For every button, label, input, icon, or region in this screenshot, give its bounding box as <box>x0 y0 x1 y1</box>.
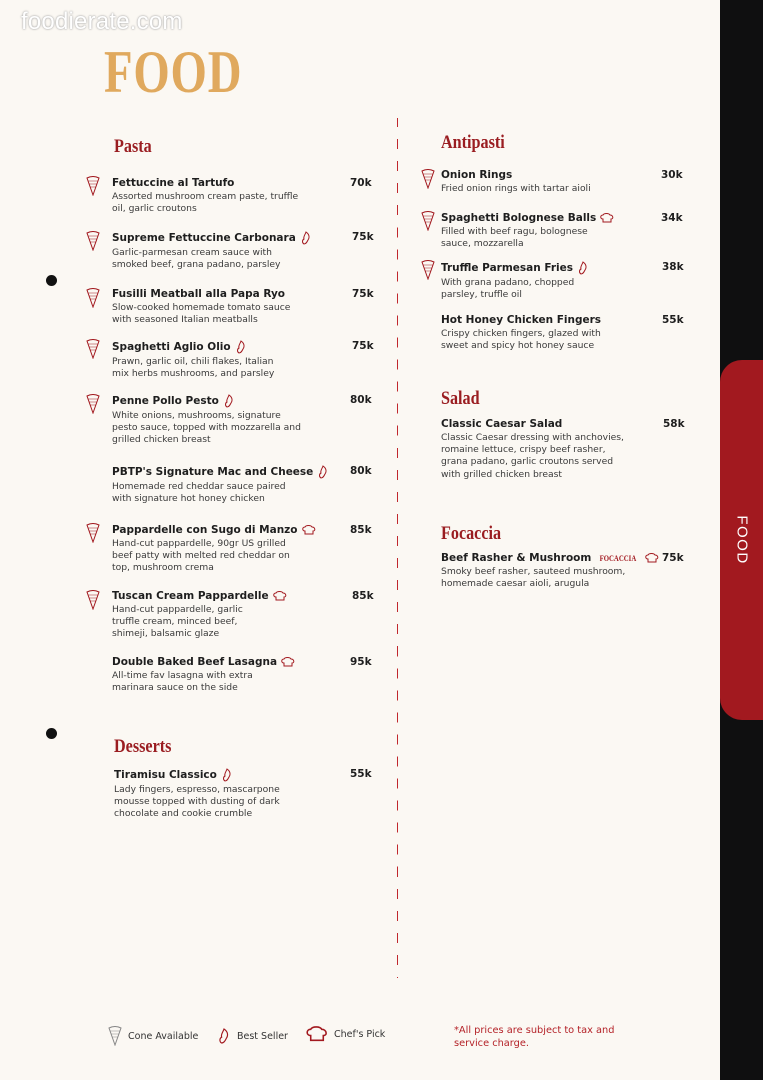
item-name: Fettuccine al Tartufo <box>112 177 235 189</box>
item-price: 58k <box>663 418 685 430</box>
item-price: 30k <box>661 169 683 181</box>
item-desc: Crispy chicken fingers, glazed with sweet and spicy hot honey sauce <box>441 328 601 352</box>
item-name-text: Penne Pollo Pesto <box>112 395 219 407</box>
item-desc: With grana padano, chopped parsley, truffle oil <box>441 277 575 301</box>
best-seller-icon <box>221 768 233 782</box>
cone-icon <box>86 394 100 414</box>
item-name-text: PBTP's Signature Mac and Cheese <box>112 466 314 478</box>
item-price: 75k <box>352 231 374 243</box>
menu-item <box>441 418 721 481</box>
cone-icon <box>86 590 100 610</box>
item-name: Onion Rings <box>441 169 513 181</box>
menu-item <box>112 288 392 326</box>
item-desc: Prawn, garlic oil, chili flakes, Italian mix herbs mushrooms, and parsley <box>112 356 275 380</box>
cone-icon <box>86 288 100 308</box>
focaccia-badge: FOCACCIA <box>599 553 637 563</box>
item-name-text: Double Baked Beef Lasagna <box>112 656 278 668</box>
item-desc: Hand-cut pappardelle, garlic truffle cream, minced beef, shimeji, balsamic glaze <box>112 604 243 640</box>
item-name-text: Tiramisu Classico <box>114 769 217 781</box>
item-name-text: Supreme Fettuccine Carbonara <box>112 232 296 244</box>
item-desc: Classic Caesar dressing with anchovies, romaine lettuce, crispy beef rasher, grana padano, garlic croutons served with grilled chicken breast <box>441 432 624 480</box>
menu-item <box>441 261 721 301</box>
chef-pick-icon <box>600 213 614 223</box>
section-title-focaccia: Focaccia <box>441 523 502 544</box>
item-price: 80k <box>350 394 372 406</box>
menu-item <box>441 169 721 195</box>
binder-hole <box>46 275 57 286</box>
item-desc: All-time fav lasagna with extra marinara sauce on the side <box>112 670 253 694</box>
menu-item <box>441 552 721 590</box>
legend-best-seller-label: Best Seller <box>237 1030 288 1042</box>
watermark: foodierate.com <box>21 8 183 35</box>
item-name: Fusilli Meatball alla Papa Ryo <box>112 288 286 300</box>
item-price: 80k <box>350 465 372 477</box>
binder-hole <box>46 728 57 739</box>
menu-item <box>441 212 721 250</box>
item-name-text: Spaghetti Bolognese Balls <box>441 212 597 224</box>
menu-item <box>114 768 394 821</box>
item-name-text: Beef Rasher & Mushroom <box>441 552 592 564</box>
item-name: Classic Caesar Salad <box>441 418 563 430</box>
item-desc: Fried onion rings with tartar aioli <box>441 183 591 194</box>
item-desc: Filled with beef ragu, bolognese sauce, mozzarella <box>441 226 588 250</box>
item-desc: White onions, mushrooms, signature pesto sauce, topped with mozzarella and grilled chicken breast <box>112 410 301 446</box>
cone-icon <box>86 176 100 196</box>
cone-icon <box>86 523 100 543</box>
item-desc: Homemade red cheddar sauce paired with signature hot honey chicken <box>112 481 286 505</box>
item-name-text: Spaghetti Aglio Olio <box>112 341 231 353</box>
item-name <box>112 590 392 602</box>
item-desc: Hand-cut pappardelle, 90gr US grilled beef patty with melted red cheddar on top, mushroom crema <box>112 538 290 574</box>
menu-item <box>112 465 392 505</box>
best-seller-icon <box>317 465 329 479</box>
column-divider <box>397 118 398 978</box>
section-title-pasta: Pasta <box>114 136 152 157</box>
best-seller-icon <box>217 1026 231 1046</box>
item-desc: Lady fingers, espresso, mascarpone mousse topped with dusting of dark chocolate and cookie crumble <box>114 784 280 820</box>
cone-icon <box>421 169 435 189</box>
item-name-text: Pappardelle con Sugo di Manzo <box>112 524 298 536</box>
page-title: FOOD <box>104 39 243 105</box>
menu-item <box>441 314 721 352</box>
price-note: *All prices are subject to tax and service charge. <box>454 1025 615 1049</box>
side-tab-food[interactable] <box>720 360 763 720</box>
legend-chef-pick <box>306 1026 385 1042</box>
chef-pick-icon <box>306 1026 328 1042</box>
item-price: 34k <box>661 212 683 224</box>
item-price: 55k <box>350 768 372 780</box>
item-price: 85k <box>352 590 374 602</box>
cone-icon <box>421 211 435 231</box>
menu-item <box>112 394 392 447</box>
item-desc: Assorted mushroom cream paste, truffle oil, garlic croutons <box>112 191 299 215</box>
item-name-text: Truffle Parmesan Fries <box>441 262 574 274</box>
menu-item <box>112 231 392 271</box>
best-seller-icon <box>300 231 312 245</box>
best-seller-icon <box>223 394 235 408</box>
cone-icon <box>86 339 100 359</box>
item-price: 75k <box>352 340 374 352</box>
cone-icon <box>86 231 100 251</box>
legend-best-seller <box>217 1026 288 1046</box>
legend-chef-pick-label: Chef's Pick <box>334 1028 386 1040</box>
menu-item <box>112 656 392 694</box>
item-price: 75k <box>662 552 684 564</box>
item-name-text: Tuscan Cream Pappardelle <box>112 590 269 602</box>
item-name: Hot Honey Chicken Fingers <box>441 314 602 326</box>
menu-item <box>112 177 392 215</box>
menu-item <box>112 590 392 641</box>
legend-cone <box>108 1026 198 1046</box>
section-title-salad: Salad <box>441 388 480 409</box>
cone-icon <box>421 260 435 280</box>
side-tab-label: FOOD <box>733 515 750 565</box>
item-desc: Smoky beef rasher, sauteed mushroom, homemade caesar aioli, arugula <box>441 566 626 590</box>
item-price: 85k <box>350 524 372 536</box>
menu-item <box>112 524 392 575</box>
chef-pick-icon <box>645 553 659 563</box>
menu-item <box>112 340 392 380</box>
item-price: 38k <box>662 261 684 273</box>
legend-cone-label: Cone Available <box>128 1030 199 1042</box>
best-seller-icon <box>235 340 247 354</box>
chef-pick-icon <box>302 525 316 535</box>
item-name <box>112 340 392 354</box>
item-price: 95k <box>350 656 372 668</box>
section-title-desserts: Desserts <box>114 736 172 757</box>
cone-icon <box>108 1026 122 1046</box>
best-seller-icon <box>577 261 589 275</box>
item-price: 75k <box>352 288 374 300</box>
item-price: 55k <box>662 314 684 326</box>
item-name <box>112 231 392 245</box>
item-desc: Garlic-parmesan cream sauce with smoked beef, grana padano, parsley <box>112 247 281 271</box>
section-title-antipasti: Antipasti <box>441 132 505 153</box>
item-desc: Slow-cooked homemade tomato sauce with seasoned Italian meatballs <box>112 302 291 326</box>
chef-pick-icon <box>281 657 295 667</box>
item-price: 70k <box>350 177 372 189</box>
chef-pick-icon <box>273 591 287 601</box>
